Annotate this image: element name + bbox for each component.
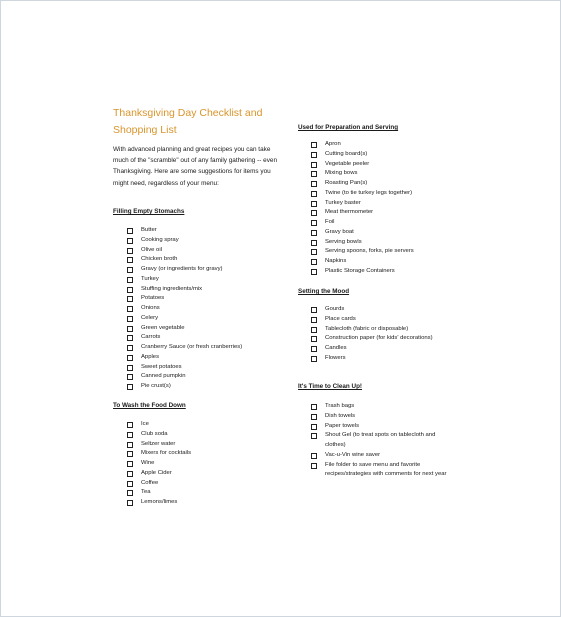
checkbox-icon[interactable] [127, 432, 133, 438]
checklist-item-label: Ice [141, 421, 149, 427]
checklist-item [127, 498, 277, 508]
checkbox-icon[interactable] [127, 267, 133, 273]
checklist-item-label: Plastic Storage Containers [325, 267, 395, 274]
checklist-item [311, 179, 461, 189]
checklist-item-label: Cranberry Sauce (or fresh cranberries) [141, 344, 243, 350]
checkbox-icon[interactable] [311, 327, 317, 333]
checkbox-icon[interactable] [127, 326, 133, 332]
checkbox-icon[interactable] [311, 191, 317, 197]
checklist-mood [311, 305, 456, 364]
checklist-item [127, 226, 277, 236]
checklist-item-label: Onions [141, 305, 160, 311]
checklist-item-label: Sweet potatoes [141, 363, 182, 370]
checkbox-icon[interactable] [127, 481, 133, 487]
checkbox-icon[interactable] [127, 461, 133, 467]
checklist-item-label: Serving spoons, forks, pie servers [325, 248, 414, 255]
checklist-item-label: Trash bags [325, 403, 355, 409]
checklist-item [127, 343, 277, 353]
checkbox-icon[interactable] [311, 240, 317, 246]
checklist-item [311, 247, 461, 257]
checklist-item [127, 314, 277, 324]
checklist-item [127, 294, 277, 304]
checkbox-icon[interactable] [311, 220, 317, 226]
checkbox-icon[interactable] [311, 249, 317, 255]
checklist-item-label: Mixing bows [325, 170, 358, 177]
section-heading-drinks: To Wash the Food Down [113, 402, 186, 409]
checkbox-icon[interactable] [127, 335, 133, 341]
checkbox-icon[interactable] [127, 384, 133, 390]
section-heading-stomachs: Filling Empty Stomachs [113, 208, 185, 215]
checklist-item [127, 353, 277, 363]
checklist-item-label: Seltzer water [141, 440, 176, 447]
checkbox-icon[interactable] [127, 287, 133, 293]
checklist-item-label: Mixers for cocktails [141, 450, 192, 457]
checklist-item [127, 430, 277, 440]
checklist-item-label: Place cards [325, 315, 356, 322]
checklist-stomachs [127, 226, 277, 392]
checklist-item [311, 412, 456, 422]
checklist-item [127, 459, 277, 469]
checkbox-icon[interactable] [127, 248, 133, 254]
checkbox-icon[interactable] [311, 424, 317, 430]
checkbox-icon[interactable] [127, 277, 133, 283]
checklist-item [311, 238, 461, 248]
checklist-item [127, 275, 277, 285]
checkbox-icon[interactable] [311, 210, 317, 216]
checkbox-icon[interactable] [127, 306, 133, 312]
checklist-item [311, 461, 456, 481]
checkbox-icon[interactable] [127, 374, 133, 380]
checkbox-icon[interactable] [127, 471, 133, 477]
checklist-item-label: Cutting board(s) [325, 150, 368, 157]
checklist-item-label: Paper towels [325, 422, 360, 429]
checklist-item-label: Foil [325, 219, 335, 225]
checkbox-icon[interactable] [127, 257, 133, 263]
checkbox-icon[interactable] [311, 453, 317, 459]
section-heading-mood: Setting the Mood [298, 288, 350, 295]
section-heading-prep: Used for Preparation and Serving [298, 124, 399, 131]
checklist-item [311, 402, 456, 412]
checklist-item [311, 344, 456, 354]
checklist-item-label: Gravy boat [325, 228, 354, 235]
checklist-item [127, 420, 277, 430]
checklist-item-label: Twine (to tie turkey legs together) [325, 189, 413, 196]
checklist-item-label: Shout Gel (to treat spots on tablecloth and clothes) [325, 432, 436, 448]
checkbox-icon[interactable] [311, 414, 317, 420]
checklist-item [311, 169, 461, 179]
checklist-item [311, 160, 461, 170]
checklist-item [311, 150, 461, 160]
checkbox-icon[interactable] [311, 356, 317, 362]
checklist-item-label: Vegetable peeler [325, 160, 370, 167]
checklist-item-label: Napkins [325, 258, 347, 264]
checklist-item-label: Flowers [325, 354, 346, 361]
checklist-item-label: Gravy (or ingredients for gravy) [141, 266, 223, 272]
checklist-item [127, 333, 277, 343]
checklist-cleanup [311, 402, 456, 480]
checklist-item-label: Olive oil [141, 246, 162, 253]
checklist-item [311, 228, 461, 238]
checklist-item [311, 354, 456, 364]
checklist-prep [311, 140, 461, 277]
checklist-item [127, 469, 277, 479]
checkbox-icon[interactable] [127, 238, 133, 244]
checklist-item-label: Chicken broth [141, 256, 178, 263]
checklist-item [311, 140, 461, 150]
checkbox-icon[interactable] [311, 404, 317, 410]
checklist-item [311, 334, 456, 344]
checkbox-icon[interactable] [311, 433, 317, 439]
checklist-item-label: Dish towels [325, 412, 356, 419]
checklist-item [311, 422, 456, 432]
section-heading-cleanup: It's Time to Clean Up! [298, 383, 363, 390]
checklist-item [311, 315, 456, 325]
checkbox-icon[interactable] [311, 181, 317, 187]
checklist-item-label: Gourds [325, 306, 345, 312]
checklist-item-label: Carrots [141, 334, 161, 341]
checkbox-icon[interactable] [311, 269, 317, 275]
checklist-item [127, 265, 277, 275]
checklist-item [311, 267, 461, 277]
checklist-drinks [127, 420, 277, 508]
checklist-item-label: Apple Cider [141, 469, 172, 476]
checklist-item-label: Apples [141, 353, 160, 360]
checklist-item [127, 285, 277, 295]
checklist-item [127, 363, 277, 373]
checkbox-icon[interactable] [311, 142, 317, 148]
checklist-item [127, 246, 277, 256]
checkbox-icon[interactable] [311, 201, 317, 207]
checkbox-icon[interactable] [127, 316, 133, 322]
checkbox-icon[interactable] [127, 490, 133, 496]
checklist-item-label: Vac-u-Vin wine saver [325, 451, 381, 458]
checklist-item-label: Butter [141, 227, 157, 233]
checklist-item [311, 189, 461, 199]
checklist-item-label: File folder to save menu and favorite recipes/strategies with comments for next year [325, 461, 447, 478]
checklist-item-label: Canned pumpkin [141, 373, 186, 380]
checkbox-icon[interactable] [311, 307, 317, 313]
checklist-item [127, 255, 277, 265]
checklist-item [127, 449, 277, 459]
checkbox-icon[interactable] [311, 171, 317, 177]
checklist-item-label: Serving bowls [325, 238, 362, 245]
checklist-item-label: Stuffing ingredients/mix [141, 285, 203, 292]
checklist-item [127, 236, 277, 246]
checklist-item-label: Turkey [141, 275, 159, 282]
checklist-item [127, 372, 277, 382]
checklist-item [127, 479, 277, 489]
checklist-item-label: Potatoes [141, 295, 165, 302]
checkbox-icon[interactable] [311, 346, 317, 352]
checklist-item-label: Lemons/limes [141, 499, 178, 505]
checklist-item [311, 305, 456, 315]
checkbox-icon[interactable] [311, 152, 317, 158]
checklist-item [311, 431, 456, 451]
checklist-item-label: Pie crust(s) [141, 383, 171, 389]
checklist-item [311, 451, 456, 461]
checkbox-icon[interactable] [127, 365, 133, 371]
checkbox-icon[interactable] [311, 230, 317, 236]
checklist-item-label: Roasting Pan(s) [325, 180, 368, 186]
checklist-item [127, 440, 277, 450]
checkbox-icon[interactable] [127, 422, 133, 428]
checklist-item-label: Tea [141, 489, 151, 496]
checklist-item [311, 199, 461, 209]
checkbox-icon[interactable] [127, 345, 133, 351]
checkbox-icon[interactable] [127, 451, 133, 457]
checklist-item [127, 488, 277, 498]
checklist-item [127, 382, 277, 392]
checklist-item [311, 208, 461, 218]
checklist-item-label: Coffee [141, 479, 159, 486]
checklist-item [127, 324, 277, 334]
checkbox-icon[interactable] [127, 355, 133, 361]
checklist-item-label: Turkey baster [325, 199, 361, 206]
checklist-item-label: Apron [325, 141, 341, 147]
checkbox-icon[interactable] [311, 336, 317, 342]
checklist-item-label: Meat thermometer [325, 209, 374, 216]
checklist-item [311, 325, 456, 335]
document-title: Thanksgiving Day Checklist and Shopping List [113, 107, 263, 136]
checkbox-icon[interactable] [127, 500, 133, 506]
checklist-item-label: Club soda [141, 430, 168, 437]
checklist-item [127, 304, 277, 314]
checklist-item-label: Green vegetable [141, 324, 185, 331]
checkbox-icon[interactable] [127, 296, 133, 302]
checklist-item-label: Wine [141, 460, 155, 466]
checklist-item-label: Celery [141, 314, 159, 321]
checklist-item-label: Tablecloth (fabric or disposable) [325, 325, 409, 332]
intro-paragraph: With advanced planning and great recipes you can take much of the "scramble" out of any family gathering -- even Thanksgiving. Here are some suggestions for items you might need, regardless of your menu: [113, 146, 278, 187]
checkbox-icon[interactable] [311, 162, 317, 168]
checklist-item [311, 257, 461, 267]
checklist-item-label: Construction paper (for kids' decorations) [325, 335, 433, 342]
checklist-item-label: Cooking spray [141, 236, 179, 243]
checkbox-icon[interactable] [127, 442, 133, 448]
checkbox-icon[interactable] [127, 228, 133, 234]
checkbox-icon[interactable] [311, 259, 317, 265]
checklist-item-label: Candles [325, 345, 347, 351]
checklist-item [311, 218, 461, 228]
checkbox-icon[interactable] [311, 463, 317, 469]
checkbox-icon[interactable] [311, 317, 317, 323]
